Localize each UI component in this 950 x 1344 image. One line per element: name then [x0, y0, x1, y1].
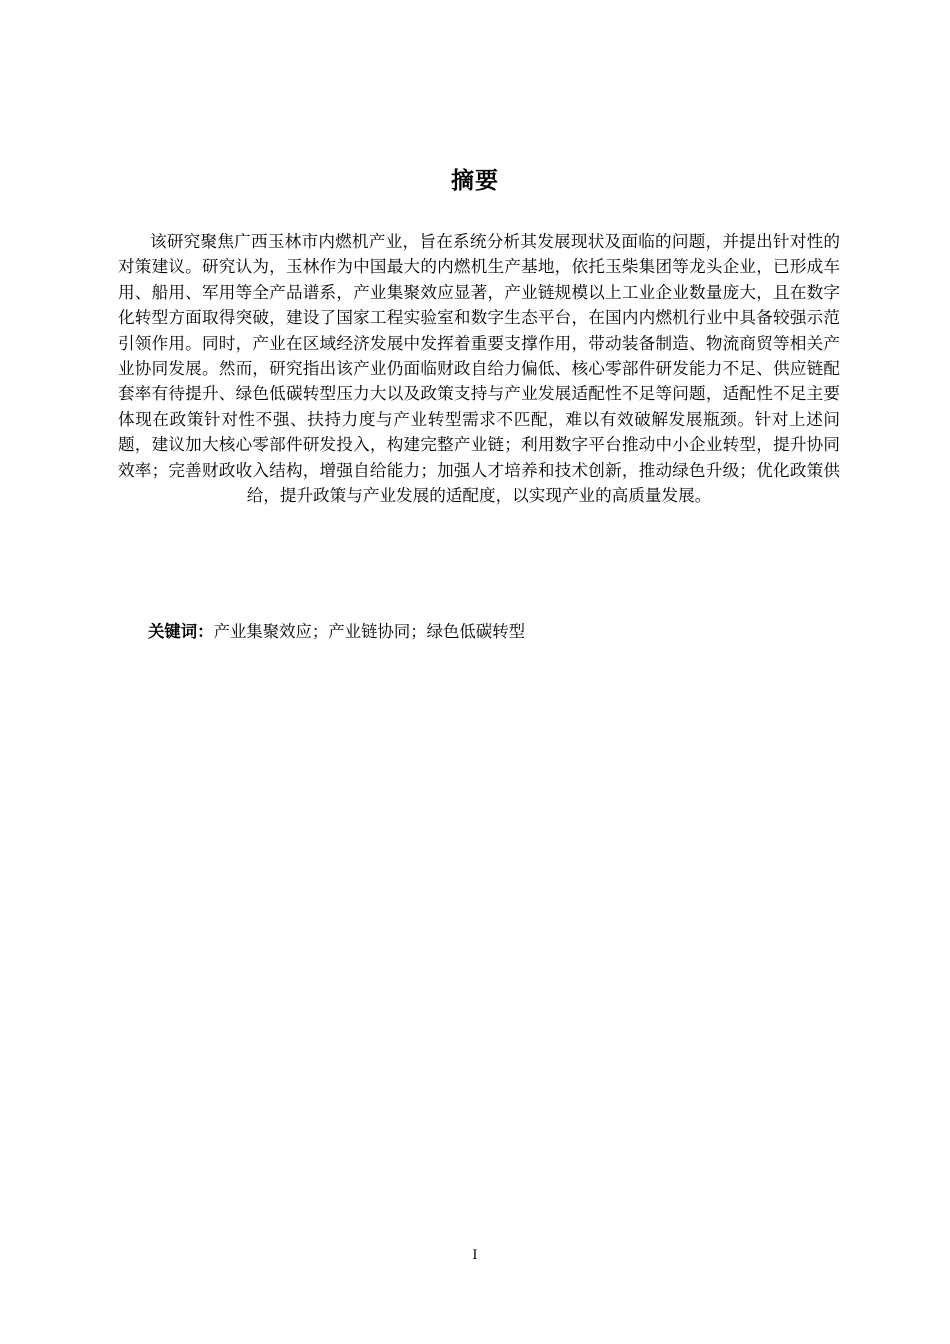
keywords-text: 产业集聚效应；产业链协同；绿色低碳转型 — [213, 622, 525, 641]
keywords-label: 关键词： — [148, 622, 214, 641]
keywords-line — [148, 621, 525, 643]
page-number: I — [472, 1248, 478, 1263]
abstract-body: 该研究聚焦广西玉林市内燃机产业，旨在系统分析其发展现状及面临的问题，并提出针对性的对策建议。研究认为，玉林作为中国最大的内燃机生产基地，依托玉柴集团等龙头企业，已形成车用、船用、军用等全产品谱系，产业集聚效应显著，产业链规模以上工业企业数量庞大，且在数字化转型方面取得突破，建设了国家工程实验室和数字生态平台，在国内内燃机行业中具备较强示范引领作用。同时，产业在区域经济发展中发挥着重要支撑作用，带动装备制造、物流商贸等相关产业协同发展。然而，研究指出该产业仍面临财政自给力偏低、核心零部件研发能力不足、供应链配套率有待提升、绿色低碳转型压力大以及政策支持与产业发展适配性不足等问题，适配性不足主要体现在政策针对性不强、扶持力度与产业转型需求不匹配，难以有效破解发展瓶颈。针对上述问题，建议加大核心零部件研发投入，构建完整产业链；利用数字平台推动中小企业转型，提升协同效率；完善财政收入结构，增强自给能力；加强人才培养和技术创新，推动绿色升级；优化政策供给，提升政策与产业发展的适配度，以实现产业的高质量发展。 — [118, 232, 840, 506]
abstract-title: 摘要 — [451, 168, 499, 194]
